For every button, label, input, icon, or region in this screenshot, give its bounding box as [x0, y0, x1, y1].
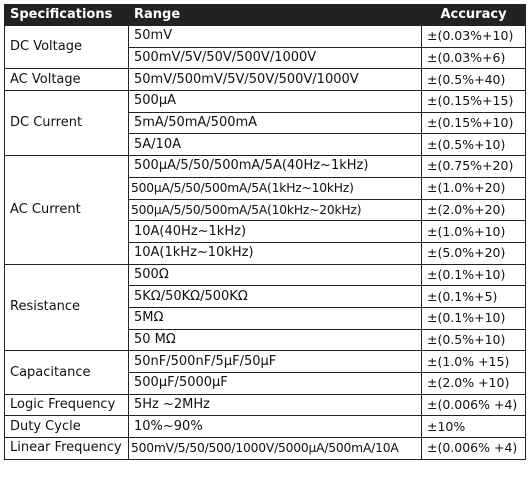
accuracy-cell: ±(0.15%+10) — [422, 112, 526, 134]
accuracy-cell: ±(0.15%+15) — [422, 91, 526, 113]
accuracy-cell: ±10% — [422, 416, 526, 438]
accuracy-cell: ±(2.0%+20) — [422, 199, 526, 221]
range-cell: 50mV/500mV/5V/50V/500V/1000V — [129, 69, 422, 91]
accuracy-cell: ±(0.006% +4) — [422, 438, 526, 460]
range-cell: 5MΩ — [129, 307, 422, 329]
range-cell: 500µA — [129, 91, 422, 113]
range-cell: 10A(40Hz~1kHz) — [129, 221, 422, 243]
table-row — [5, 416, 526, 438]
accuracy-cell: ±(1.0%+20) — [422, 177, 526, 199]
table-row — [5, 26, 526, 48]
accuracy-cell: ±(0.1%+10) — [422, 264, 526, 286]
range-cell: 500µA/5/50/500mA/5A(1kHz~10kHz) — [129, 177, 422, 199]
accuracy-cell: ±(0.75%+20) — [422, 156, 526, 178]
table-body — [5, 26, 526, 460]
table-row — [5, 394, 526, 416]
range-cell: 5KΩ/50KΩ/500KΩ — [129, 286, 422, 308]
spec-name-cell: Capacitance — [5, 351, 129, 394]
table-row — [5, 264, 526, 286]
table-row — [5, 69, 526, 91]
accuracy-cell: ±(0.5%+10) — [422, 134, 526, 156]
header-accuracy: Accuracy — [422, 5, 526, 26]
spec-name-cell: AC Voltage — [5, 69, 129, 91]
range-cell: 5A/10A — [129, 134, 422, 156]
header-row — [5, 5, 526, 26]
accuracy-cell: ±(1.0%+10) — [422, 221, 526, 243]
header-specifications: Specifications — [5, 5, 129, 26]
accuracy-cell: ±(5.0%+20) — [422, 242, 526, 264]
spec-name-cell: Logic Frequency — [5, 394, 129, 416]
accuracy-cell: ±(0.006% +4) — [422, 394, 526, 416]
spec-table-container — [4, 4, 526, 460]
range-cell: 50nF/500nF/5µF/50µF — [129, 351, 422, 373]
range-cell: 50 MΩ — [129, 329, 422, 351]
range-cell: 500µF/5000µF — [129, 373, 422, 395]
spec-name-cell: DC Voltage — [5, 26, 129, 69]
range-cell: 5mA/50mA/500mA — [129, 112, 422, 134]
spec-name-cell: DC Current — [5, 91, 129, 156]
spec-name-cell: Linear Frequency — [5, 438, 129, 460]
accuracy-cell: ±(1.0% +15) — [422, 351, 526, 373]
range-cell: 500µA/5/50/500mA/5A(10kHz~20kHz) — [129, 199, 422, 221]
range-cell: 50mV — [129, 26, 422, 48]
range-cell: 500µA/5/50/500mA/5A(40Hz~1kHz) — [129, 156, 422, 178]
range-cell: 500Ω — [129, 264, 422, 286]
range-cell: 500mV/5/50/500/1000V/5000µA/500mA/10A — [129, 438, 422, 460]
range-cell: 5Hz ~2MHz — [129, 394, 422, 416]
range-cell: 10A(1kHz~10kHz) — [129, 242, 422, 264]
table-row — [5, 91, 526, 113]
range-cell: 10%~90% — [129, 416, 422, 438]
accuracy-cell: ±(0.03%+10) — [422, 26, 526, 48]
accuracy-cell: ±(0.5%+40) — [422, 69, 526, 91]
specifications-table — [4, 4, 526, 460]
spec-name-cell: Duty Cycle — [5, 416, 129, 438]
accuracy-cell: ±(0.03%+6) — [422, 47, 526, 69]
table-row — [5, 351, 526, 373]
accuracy-cell: ±(0.5%+10) — [422, 329, 526, 351]
spec-name-cell: AC Current — [5, 156, 129, 264]
range-cell: 500mV/5V/50V/500V/1000V — [129, 47, 422, 69]
spec-name-cell: Resistance — [5, 264, 129, 351]
header-range: Range — [129, 5, 422, 26]
accuracy-cell: ±(0.1%+5) — [422, 286, 526, 308]
table-row — [5, 156, 526, 178]
accuracy-cell: ±(2.0% +10) — [422, 373, 526, 395]
table-row — [5, 438, 526, 460]
accuracy-cell: ±(0.1%+10) — [422, 307, 526, 329]
